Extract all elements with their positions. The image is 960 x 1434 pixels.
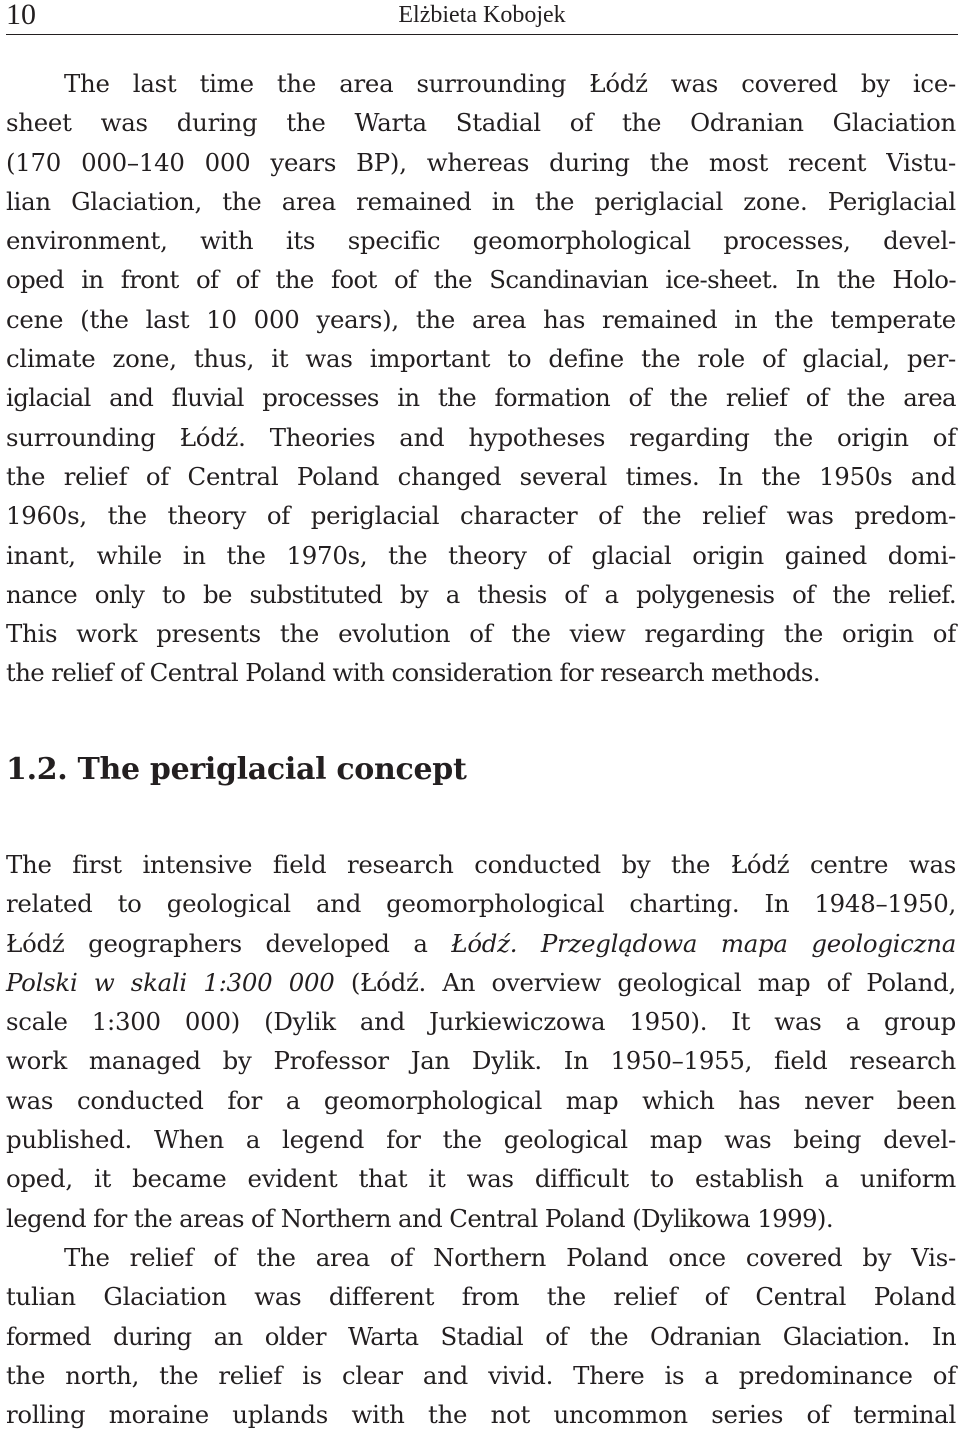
text-line: sheet was during the Warta Stadial of the Odranian Glaciation: [6, 108, 956, 138]
text-line: legend for the areas of Northern and Central Poland (Dylikowa 1999).: [6, 1203, 833, 1233]
text-line: tulian Glaciation was different from the relief of Central Poland: [6, 1282, 956, 1312]
section-number: 1.2.: [6, 752, 68, 787]
text-segment: (Łódź. An overview geological map of Poland,: [334, 967, 956, 997]
text-line: The last time the area surrounding Łódź was covered by ice-: [64, 69, 956, 98]
running-author: Elżbieta Kobojek: [398, 2, 566, 28]
text-line: inant, while in the 1970s, the theory of glacial origin gained domi-: [6, 540, 956, 570]
paragraph-research: [6, 845, 956, 1238]
running-header: [6, 0, 958, 35]
text-line: the relief of Central Poland changed several times. In the 1950s and: [6, 461, 956, 491]
paragraph-relief: [6, 1238, 956, 1434]
text-line: was conducted for a geomorphological map which has never been: [6, 1085, 956, 1115]
text-line: [6, 963, 956, 1002]
text-line: surrounding Łódź. Theories and hypotheses regarding the origin of: [6, 422, 956, 452]
text-line: rolling moraine uplands with the not uncommon series of terminal: [6, 1400, 956, 1430]
text-line: The relief of the area of Northern Poland once covered by Vis-: [64, 1243, 956, 1272]
text-line: oped, it became evident that it was difficult to establish a uniform: [6, 1164, 956, 1194]
text-line: The first intensive field research conducted by the Łódź centre was: [6, 850, 956, 879]
page-number: 10: [6, 0, 36, 31]
text-line: lian Glaciation, the area remained in the periglacial zone. Periglacial: [6, 186, 956, 216]
text-line: (170 000–140 000 years BP), whereas during the most recent Vistu-: [6, 147, 956, 177]
text-line: scale 1:300 000) (Dylik and Jurkiewiczowa 1950). It was a group: [6, 1007, 956, 1037]
text-line: climate zone, thus, it was important to define the role of glacial, per-: [6, 344, 956, 374]
text-line: work managed by Professor Jan Dylik. In 1950–1955, field research: [6, 1046, 956, 1076]
paragraph-intro: [6, 64, 956, 693]
text-line: environment, with its specific geomorphological processes, devel-: [6, 226, 956, 256]
text-line: iglacial and fluvial processes in the formation of the relief of the area: [6, 383, 956, 413]
text-line: 1960s, the theory of periglacial character of the relief was predom-: [6, 501, 956, 531]
map-title-italic: Łódź. Przeglądowa mapa geologiczna: [451, 928, 956, 958]
text-line: oped in front of of the foot of the Scandinavian ice-sheet. In the Holo-: [6, 265, 956, 295]
text-segment: Łódź geographers developed a: [6, 928, 452, 958]
map-title-italic: Polski w skali 1:300 000: [6, 967, 335, 997]
text-line: cene (the last 10 000 years), the area has remained in the temperate: [6, 304, 956, 334]
text-line: the north, the relief is clear and vivid. There is a predominance of: [6, 1360, 956, 1390]
text-line: the relief of Central Poland with consideration for research methods.: [6, 658, 820, 688]
section-title: The periglacial concept: [77, 752, 467, 787]
text-line: formed during an older Warta Stadial of the Odranian Glaciation. In: [6, 1321, 956, 1351]
text-line: nance only to be substituted by a thesis of a polygenesis of the relief.: [6, 579, 956, 609]
text-line: This work presents the evolution of the view regarding the origin of: [6, 619, 956, 649]
text-line: related to geological and geomorphological charting. In 1948–1950,: [6, 889, 956, 919]
section-heading: [6, 750, 467, 790]
text-line: [6, 924, 956, 963]
text-line: published. When a legend for the geological map was being devel-: [6, 1125, 956, 1155]
